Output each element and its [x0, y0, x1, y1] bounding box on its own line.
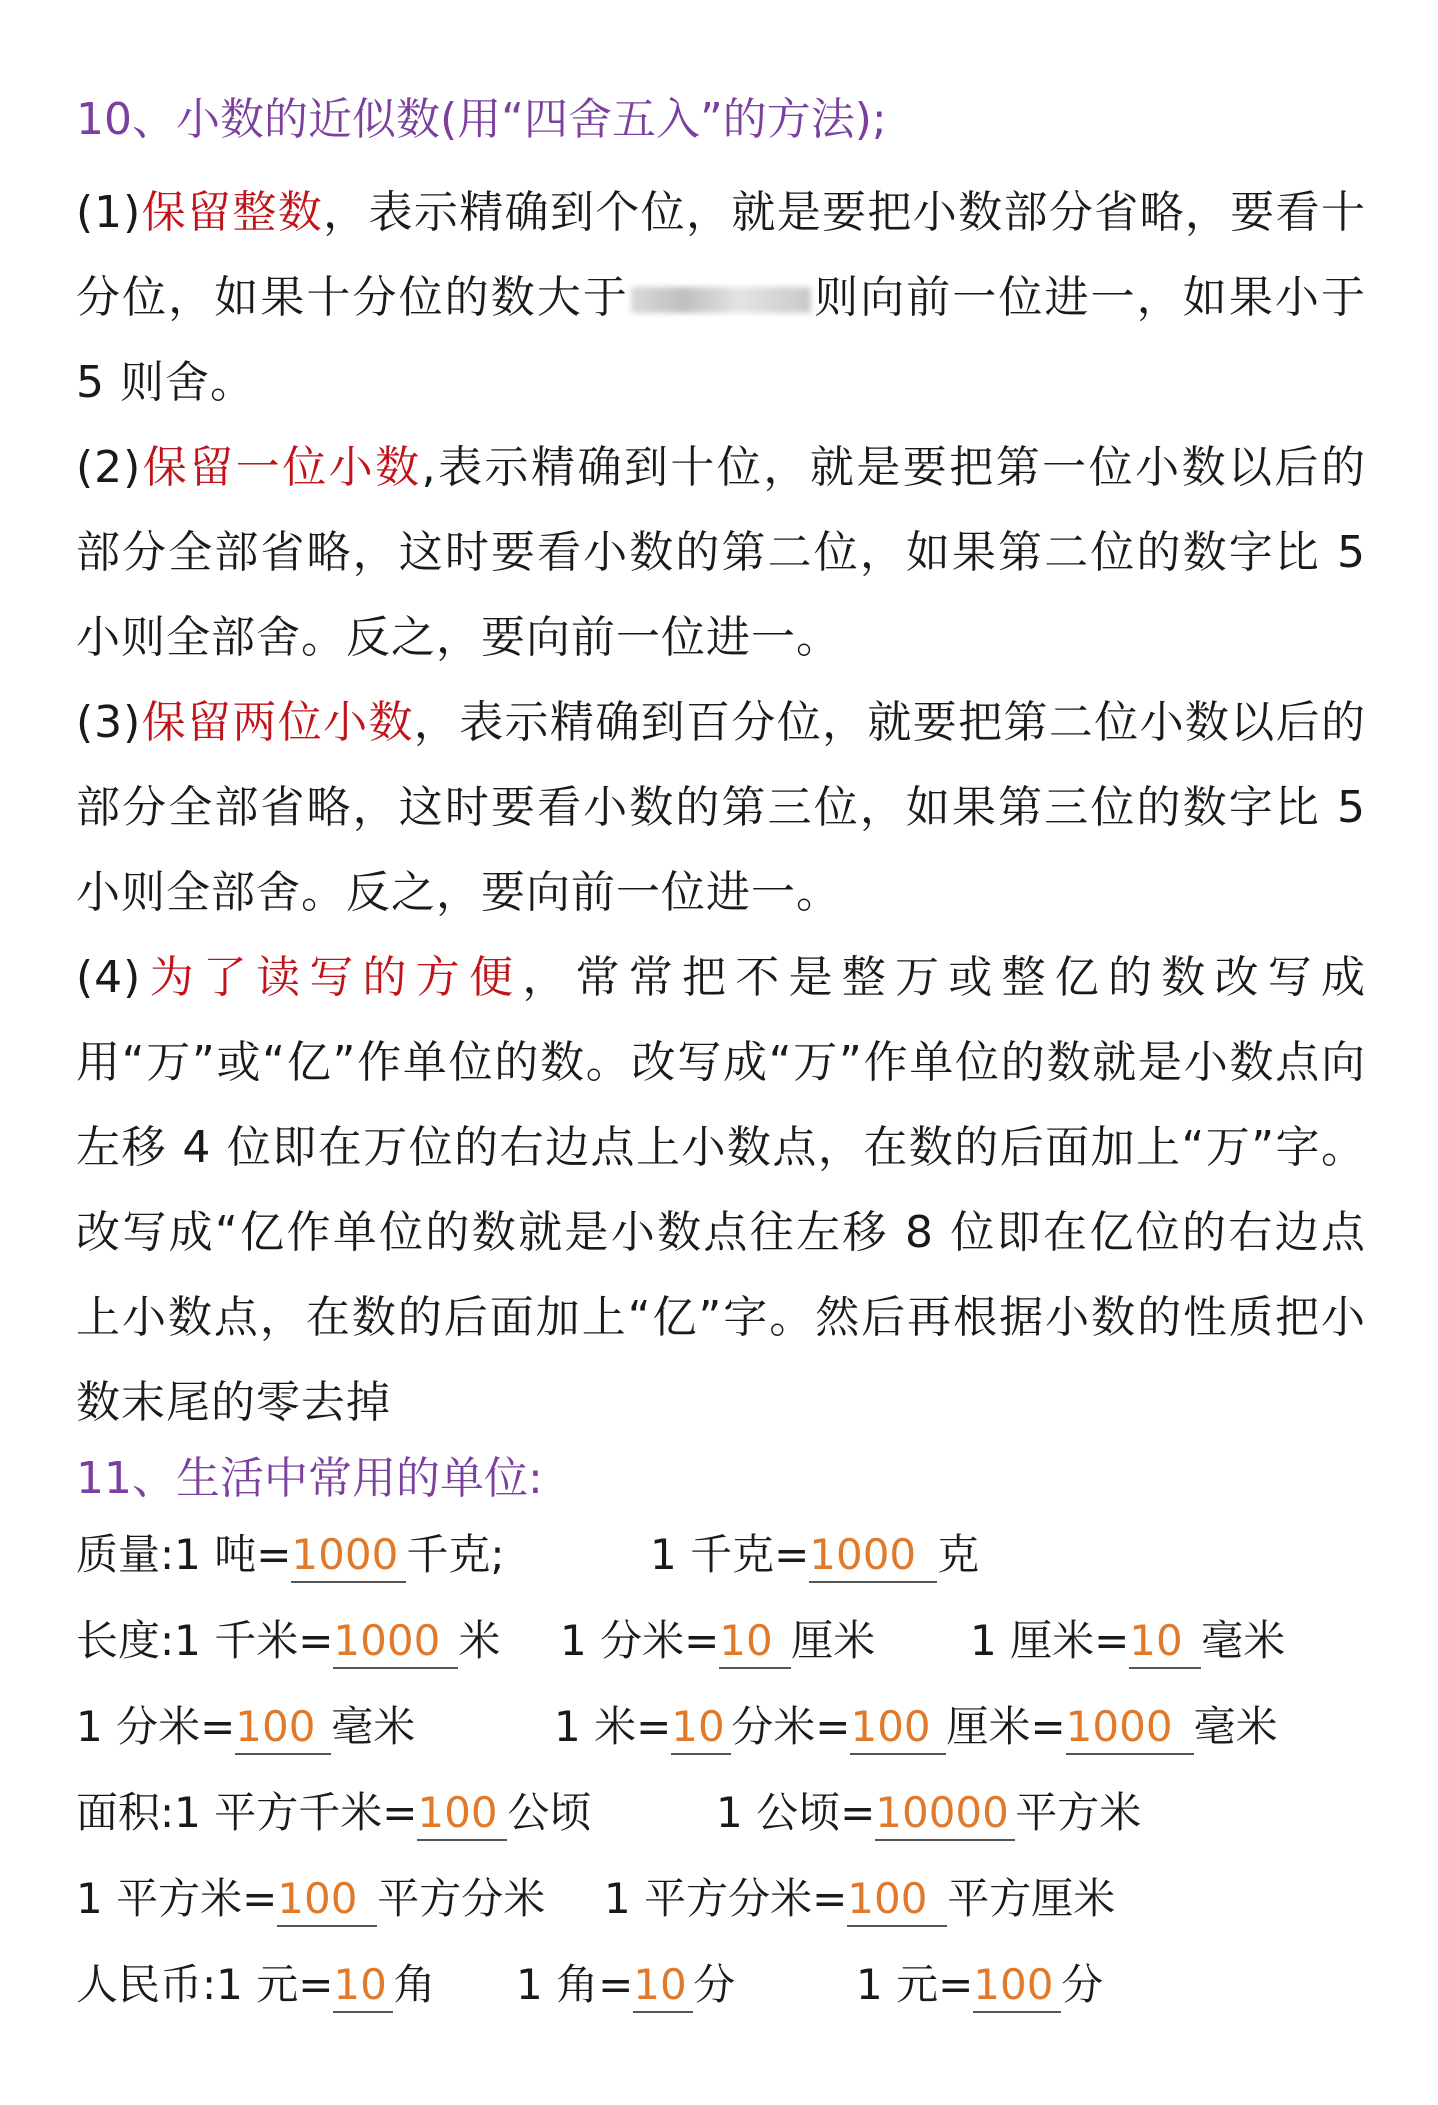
paragraph-1-text-b: 则向前一位进一，如果小于 5 则舍。	[76, 272, 1366, 408]
unit-label: 平方厘米	[947, 1874, 1116, 1923]
unit-label: 1 厘米=	[970, 1616, 1130, 1665]
unit-label: 公顷	[507, 1788, 592, 1837]
unit-group	[76, 1525, 505, 1585]
answer-blank: 1000	[809, 1529, 937, 1583]
answer-blank: 10	[671, 1701, 731, 1755]
paragraph-2-highlight: 保留一位小数	[141, 442, 422, 493]
unit-group	[970, 1611, 1285, 1671]
document-page	[76, 88, 1366, 2105]
answer-blank: 100	[277, 1873, 377, 1927]
unit-label: 角	[393, 1960, 436, 2009]
unit-label: 1 角=	[516, 1960, 634, 2009]
unit-group	[554, 1697, 1278, 1757]
unit-group	[76, 1955, 435, 2015]
unit-label: 分	[693, 1960, 736, 2009]
answer-blank: 100	[850, 1701, 946, 1755]
answer-blank: 10	[719, 1615, 791, 1669]
unit-label: 面积:1 平方千米=	[76, 1788, 418, 1837]
answer-blank: 100	[235, 1701, 331, 1755]
unit-label: 平方米	[1015, 1788, 1142, 1837]
unit-label: 1 平方分米=	[604, 1874, 848, 1923]
paragraph-4-prefix: (4)	[76, 952, 142, 1003]
unit-label: 分米=	[731, 1702, 851, 1751]
answer-blank: 100	[417, 1787, 507, 1841]
answer-blank: 1000	[291, 1529, 406, 1583]
unit-label: 毫米	[331, 1702, 416, 1751]
section-10-heading: 10、小数的近似数(用“四舍五入”的方法);	[76, 94, 887, 145]
paragraph-4-text: ，常常把不是整万或整亿的数改写成用“万”或“亿”作单位的数。改写成“万”作单位的数就是小数点向左移 4 位即在万位的右边点上小数点，在数的后面加上“万”字。改写成“亿作单位的数就是小数点往左移 8 位即在亿位的右边点上小数点，在数的后面加上“亿”字。然后再根据小数的性质把小数末尾的零去掉	[76, 952, 1367, 1428]
unit-group	[716, 1783, 1141, 1843]
unit-group	[76, 1697, 415, 1757]
answer-blank: 100	[973, 1959, 1061, 2013]
paragraph-3-highlight: 保留两位小数	[141, 697, 414, 748]
answer-blank: 10000	[875, 1787, 1015, 1841]
unit-label: 1 平方米=	[76, 1874, 278, 1923]
unit-label: 千克;	[406, 1530, 505, 1579]
unit-label: 长度:1 千米=	[76, 1616, 334, 1665]
unit-group	[604, 1869, 1115, 1929]
unit-label: 质量:1 吨=	[76, 1530, 292, 1579]
paragraph-2-text: ,表示精确到十位，就是要把第一位小数以后的部分全部省略，这时要看小数的第二位，如果第二位的数字比 5 小则全部舍。反之，要向前一位进一。	[76, 442, 1366, 663]
unit-label: 人民币:1 元=	[76, 1960, 334, 2009]
answer-blank: 10	[333, 1959, 393, 2013]
unit-label: 米	[458, 1616, 501, 1665]
answer-blank: 1000	[333, 1615, 458, 1669]
paragraph-1	[76, 170, 1366, 425]
unit-group	[76, 1783, 591, 1843]
unit-label: 1 元=	[856, 1960, 974, 2009]
paragraph-4	[76, 935, 1366, 1445]
unit-group	[560, 1611, 875, 1671]
unit-label: 1 公顷=	[716, 1788, 876, 1837]
unit-label: 1 千克=	[650, 1530, 810, 1579]
unit-label: 厘米	[791, 1616, 876, 1665]
unit-label: 分	[1061, 1960, 1104, 2009]
paragraph-1-prefix: (1)	[76, 187, 142, 238]
section-11-heading: 11、生活中常用的单位:	[76, 1453, 543, 1504]
unit-group	[856, 1955, 1103, 2015]
unit-label: 1 分米=	[560, 1616, 720, 1665]
blurred-region	[631, 287, 811, 313]
unit-label: 毫米	[1193, 1702, 1278, 1751]
paragraph-2	[76, 425, 1366, 680]
paragraph-3	[76, 680, 1366, 935]
paragraph-1-highlight: 保留整数	[141, 187, 324, 238]
answer-blank: 10	[633, 1959, 693, 2013]
unit-group	[516, 1955, 735, 2015]
unit-label: 平方分米	[377, 1874, 546, 1923]
unit-label: 1 米=	[554, 1702, 672, 1751]
unit-label: 1 分米=	[76, 1702, 236, 1751]
unit-group	[76, 1611, 500, 1671]
answer-blank: 100	[847, 1873, 947, 1927]
unit-group	[76, 1869, 545, 1929]
paragraph-3-prefix: (3)	[76, 697, 142, 748]
answer-blank: 1000	[1066, 1701, 1194, 1755]
units-list	[76, 1525, 1366, 2105]
unit-group	[650, 1525, 979, 1585]
unit-label: 厘米=	[946, 1702, 1066, 1751]
paragraph-4-highlight: 为了读写的方便	[141, 952, 523, 1003]
answer-blank: 10	[1129, 1615, 1201, 1669]
unit-label: 毫米	[1201, 1616, 1286, 1665]
paragraph-1-text-a: ，表示精确到个位，就是要把小数部分省略，要看十分位，如果十分位的数大于	[76, 187, 1367, 323]
unit-label: 克	[937, 1530, 980, 1579]
paragraph-2-prefix: (2)	[76, 442, 142, 493]
paragraph-3-text: ，表示精确到百分位，就要把第二位小数以后的部分全部省略，这时要看小数的第三位，如果第三位的数字比 5 小则全部舍。反之，要向前一位进一。	[76, 697, 1367, 918]
